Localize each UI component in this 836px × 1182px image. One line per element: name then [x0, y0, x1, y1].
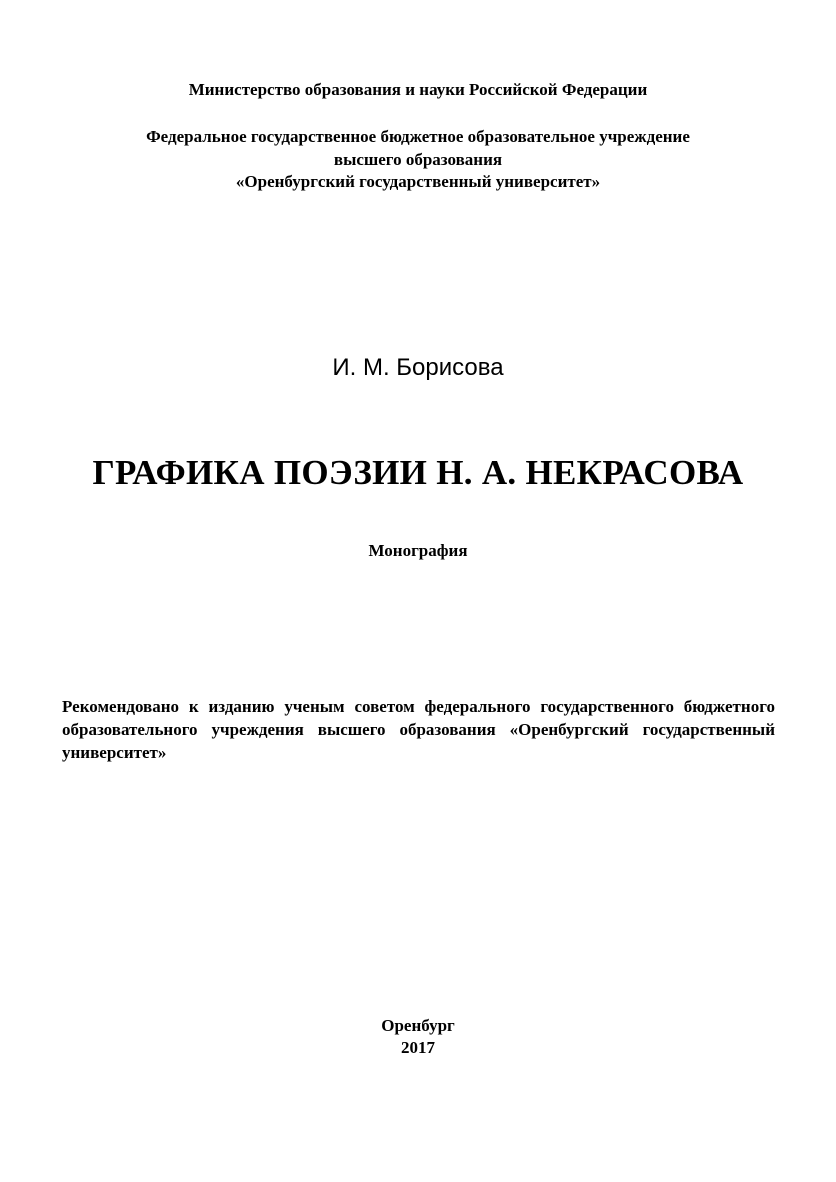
book-title: ГРАФИКА ПОЭЗИИ Н. А. НЕКРАСОВА [92, 453, 744, 492]
publication-year: 2017 [401, 1038, 435, 1057]
institution-line-2: высшего образования [333, 150, 503, 169]
publication-city: Оренбург [381, 1016, 455, 1035]
institution-line-1: Федеральное государственное бюджетное образовательное учреждение [146, 127, 690, 146]
institution-line-3: «Оренбургский государственный университет» [235, 172, 601, 191]
book-genre: Монография [368, 541, 468, 560]
recommendation-text: Рекомендовано к изданию ученым советом федерального государственного бюджетного образовательного учреждения высшего образования «Оренбургский государственный университет» [62, 697, 775, 762]
ministry-name: Министерство образования и науки Российской Федерации [188, 80, 648, 99]
author-name: И. М. Борисова [332, 354, 504, 381]
